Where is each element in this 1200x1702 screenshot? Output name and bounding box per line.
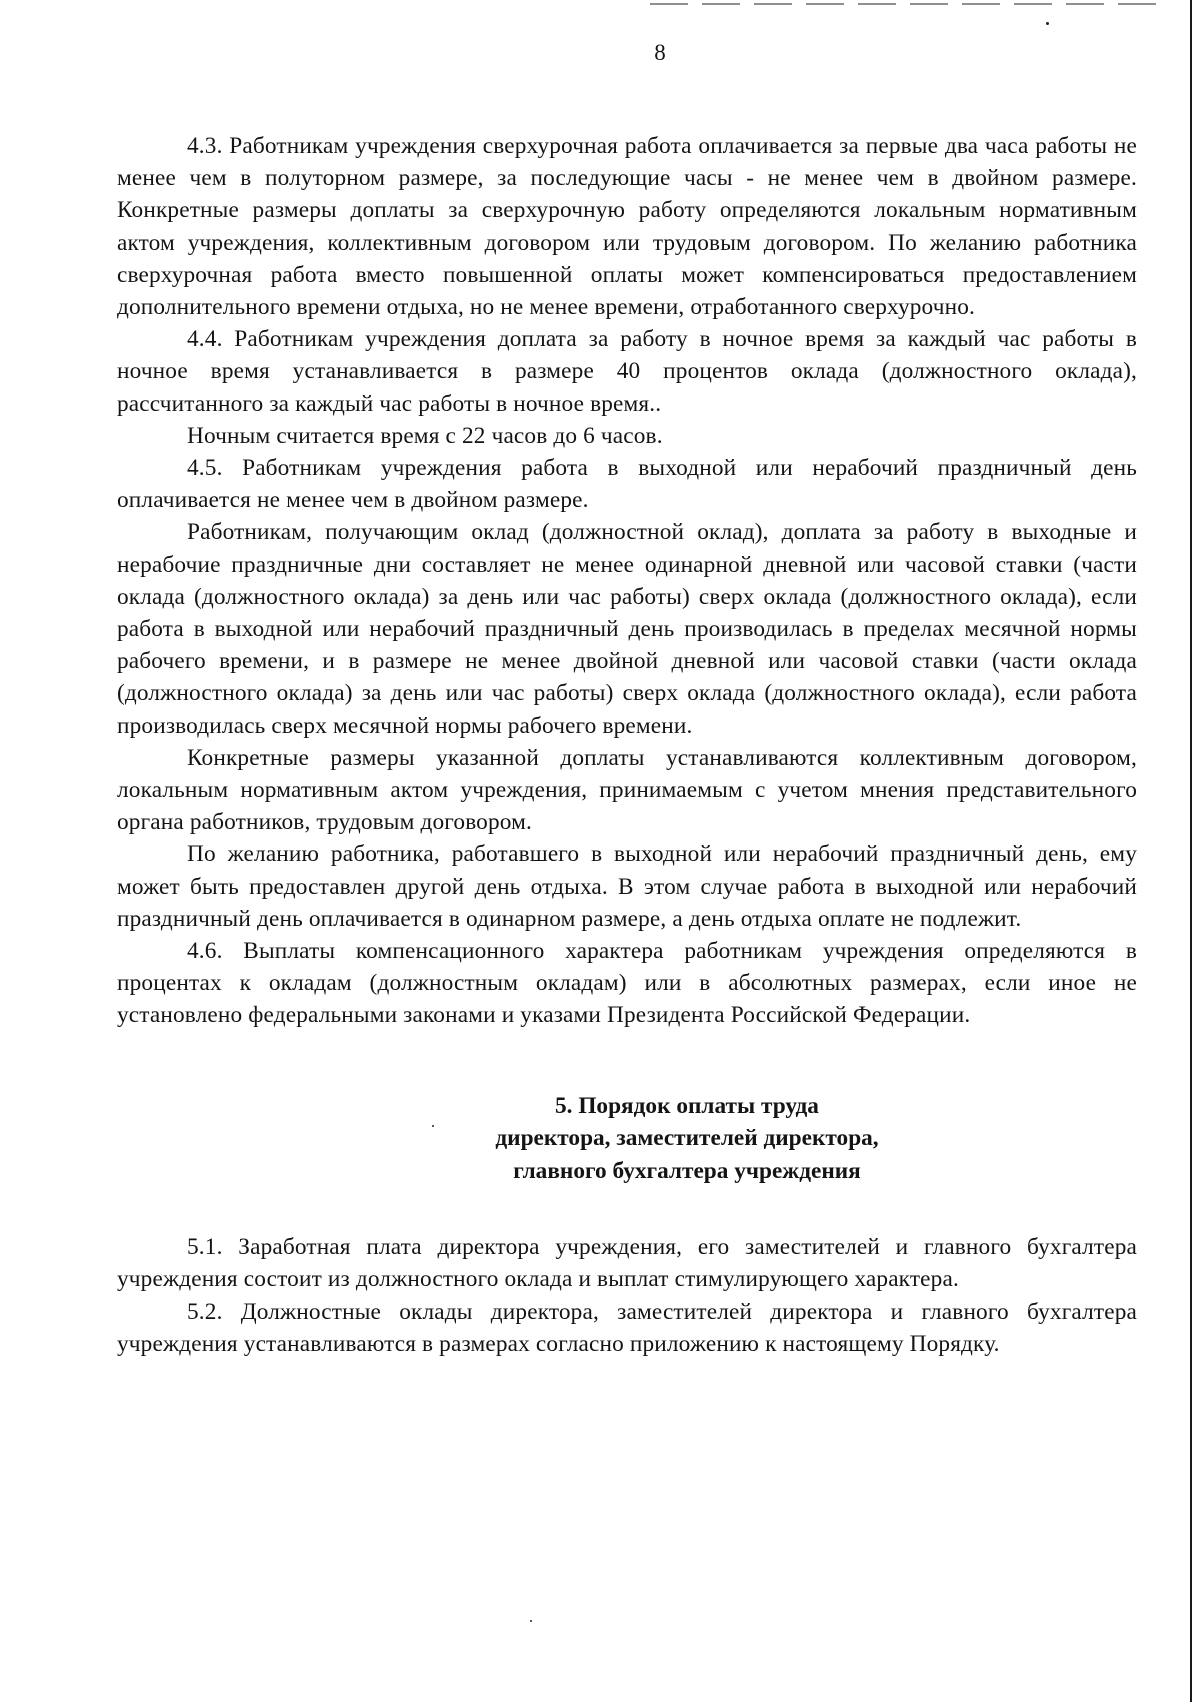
paragraph-5-1: 5.1. Заработная плата директора учреждения, его заместителей и главного бухгалтера учреждения состоит из должностного оклада и выплат стимулирующего характера. <box>117 1234 1137 1293</box>
paragraph-holiday-pay: Работникам, получающим оклад (должностной оклад), доплата за работу в выходные и нерабочие праздничные дни составляет не менее одинарной дневной или часовой ставки (части оклада (должностного оклада) за день или час работы) сверх оклада (должностного оклада), если работа в выходной или нерабочий праздничный день производилась в пределах месячной нормы рабочего времени, и в размере не менее двойной дневной или часовой ставки (части оклада (должностного оклада) за день или час работы) сверх оклада (должностного оклада), если работа производилась сверх месячной нормы рабочего времени. <box>117 519 1137 739</box>
heading-line: директора, заместителей директора, <box>495 1125 879 1152</box>
paragraph-night-time: Ночным считается время с 22 часов до 6 часов. <box>187 422 663 449</box>
scan-speck <box>1046 22 1049 25</box>
heading-line: 5. Порядок оплаты труда <box>555 1092 819 1119</box>
document-body <box>117 130 1137 1360</box>
scan-right-edge <box>1190 0 1192 1702</box>
page-number: 8 <box>654 40 666 65</box>
section-5-heading <box>117 1090 1137 1188</box>
paragraph-specific-sizes: Конкретные размеры указанной доплаты устанавливаются коллективным договором, локальным нормативным актом учреждения, принимаемым с учетом мнения представительного органа работников, трудовым договором. <box>117 744 1137 836</box>
paragraph-day-off: По желанию работника, работавшего в выходной или нерабочий праздничный день, ему может быть предоставлен другой день отдыха. В этом случае работа в выходной или нерабочий праздничный день оплачивается в одинарном размере, а день отдыха оплате не подлежит. <box>117 841 1137 932</box>
scan-edge-marks <box>650 3 1170 5</box>
heading-line: главного бухгалтера учреждения <box>513 1157 861 1184</box>
scan-speck <box>530 1620 532 1622</box>
paragraph-4-5: 4.5. Работникам учреждения работа в выходной или нерабочий праздничный день оплачивается не менее чем в двойном размере. <box>117 455 1137 514</box>
paragraph-4-4: 4.4. Работникам учреждения доплата за работу в ночное время за каждый час работы в ночное время устанавливается в размере 40 процентов оклада (должностного оклада), рассчитанного за каждый час работы в ночное время.. <box>117 326 1137 417</box>
paragraph-5-2: 5.2. Должностные оклады директора, заместителей директора и главного бухгалтера учреждения устанавливаются в размерах согласно приложению к настоящему Порядку. <box>117 1298 1137 1357</box>
paragraph-4-6: 4.6. Выплаты компенсационного характера работникам учреждения определяются в процентах к окладам (должностным окладам) или в абсолютных размерах, если иное не установлено федеральными законами и указами Президента Российской Федерации. <box>117 938 1137 1029</box>
paragraph-4-3: 4.3. Работникам учреждения сверхурочная работа оплачивается за первые два часа работы не менее чем в полуторном размере, за последующие часы - не менее чем в двойном размере. Конкретные размеры доплаты за сверхурочную работу определяются локальным нормативным актом учреждения, коллективным договором или трудовым договором. По желанию работника сверхурочная работа вместо повышенной оплаты может компенсироваться предоставлением дополнительного времени отдыха, но не менее времени, отработанного сверхурочно. <box>117 133 1137 321</box>
